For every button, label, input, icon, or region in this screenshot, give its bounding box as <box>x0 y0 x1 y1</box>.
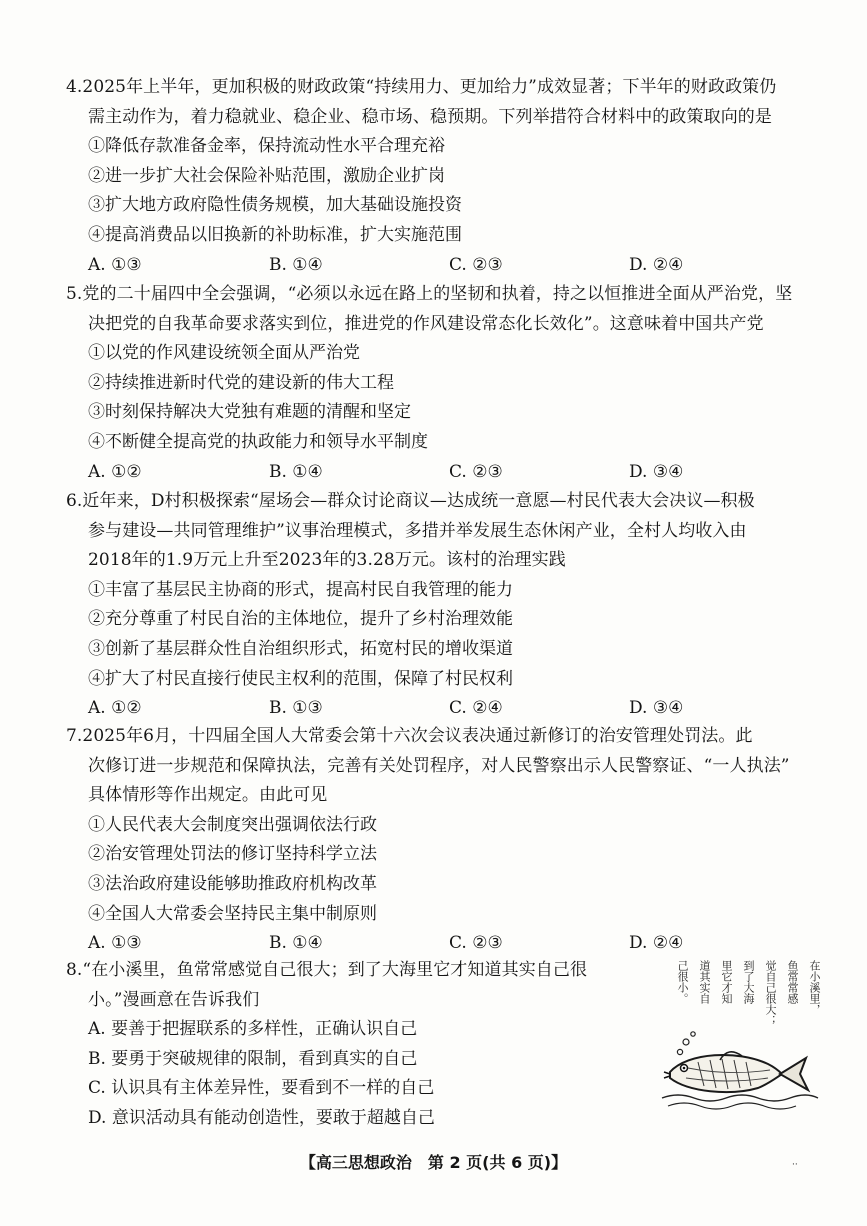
question-stem <box>66 73 826 132</box>
stem-line: 8.“在小溪里，鱼常常感觉自己很大；到了大海里它才知道其实自己很 <box>66 960 588 980</box>
stem-line: 6.近年来，D村积极探索“屋场会—群众讨论商议—达成统一意愿—村民代表大会决议—积极 <box>66 491 755 511</box>
stem-line: 小。”漫画意在告诉我们 <box>88 989 260 1010</box>
stem-line: 需主动作为，着力稳就业、稳企业、稳市场、稳预期。下列举措符合材料中的政策取向的是 <box>88 106 772 127</box>
statement-option: ②进一步扩大社会保险补贴范围，激励企业扩岗 <box>88 165 445 186</box>
stem-line: 5.党的二十届四中全会强调，“必须以永远在路上的坚韧和执着，持之以恒推进全面从严治党，坚 <box>66 284 793 304</box>
fish-tail-icon <box>780 1058 808 1090</box>
question-8 <box>66 956 646 1134</box>
statement-option: ①人民代表大会制度突出强调依法行政 <box>88 814 377 835</box>
stem-line: 参与建设—共同管理维护”议事治理模式，多措并举发展生态休闲产业，全村人均收入由 <box>88 520 747 541</box>
answer-choice-a: A. 要善于把握联系的多样性，正确认识自己 <box>88 1019 418 1040</box>
answer-choice-a: A. ①③ <box>88 254 142 275</box>
question-5 <box>66 280 826 487</box>
answer-choice-a: A. ①③ <box>88 933 142 954</box>
statement-option: ①以党的作风建设统领全面从严治党 <box>88 343 360 364</box>
statement-option: ②治安管理处罚法的修订坚持科学立法 <box>88 844 377 865</box>
fish-comic <box>658 960 823 1110</box>
answer-choice-b: B. ①④ <box>269 254 323 275</box>
answer-choice-c: C. ②④ <box>449 698 503 719</box>
statement-option: ②持续推进新时代党的建设新的伟大工程 <box>88 372 394 393</box>
statement-option: ③法治政府建设能够助推政府机构改革 <box>88 873 377 894</box>
statement-option: ③扩大地方政府隐性债务规模，加大基础设施投资 <box>88 195 462 216</box>
water-wave-icon <box>662 1095 818 1101</box>
statement-option: ④不断健全提高党的执政能力和领导水平制度 <box>88 431 428 452</box>
question-6 <box>66 487 826 724</box>
answer-choice-d: D. ②④ <box>629 254 684 275</box>
comic-caption-column: 己很小。 <box>676 960 689 1004</box>
question-stem <box>66 956 646 1015</box>
answer-choice-b: B. ①④ <box>269 933 323 954</box>
answer-choice-b: B. ①④ <box>269 461 323 482</box>
answer-choice-b: B. 要勇于突破规律的限制，看到真实的自己 <box>88 1048 418 1069</box>
comic-caption-column: 在小溪里， <box>808 960 821 1015</box>
stem-line: 2018年的1.9万元上升至2023年的3.28万元。该村的治理实践 <box>88 550 566 571</box>
statement-option: ①丰富了基层民主协商的形式，提高村民自我管理的能力 <box>88 579 513 600</box>
question-7 <box>66 722 826 959</box>
question-stem <box>66 722 826 811</box>
comic-caption-column: 到了大海 <box>742 960 755 1004</box>
page-footer: 【高三思想政治 第 2 页(共 6 页)】 <box>299 1153 568 1172</box>
statement-option: ③时刻保持解决大党独有难题的清醒和坚定 <box>88 402 411 423</box>
answer-choices <box>66 694 826 724</box>
answer-choice-d: D. ③④ <box>629 461 684 482</box>
statement-option: ③创新了基层群众性自治组织形式，拓宽村民的增收渠道 <box>88 638 513 659</box>
answer-choice-c: C. ②③ <box>449 933 503 954</box>
answer-choice-c: C. 认识具有主体差异性，要看到不一样的自己 <box>88 1078 435 1099</box>
bubble-icon <box>683 1039 689 1045</box>
stem-line: 具体情形等作出规定。由此可见 <box>88 785 328 806</box>
answer-choice-d: D. ③④ <box>629 698 684 719</box>
stem-line: 7.2025年6月，十四届全国人大常委会第十六次会议表决通过新修订的治安管理处罚法。此 <box>66 726 753 746</box>
answer-choices <box>66 251 826 281</box>
corner-mark: ·· <box>792 1160 798 1170</box>
answer-choice-c: C. ②③ <box>449 461 503 482</box>
answer-choice-c: C. ②③ <box>449 254 503 275</box>
answer-choice-a: A. ①② <box>88 698 142 719</box>
answer-choices <box>66 929 826 959</box>
bubble-icon <box>677 1049 682 1054</box>
statement-option: ①降低存款准备金率，保持流动性水平合理充裕 <box>88 136 445 157</box>
question-stem <box>66 487 826 576</box>
answer-choice-d: D. 意识活动具有能动创造性，要敢于超越自己 <box>88 1107 435 1128</box>
stem-line: 次修订进一步规范和保障执法，完善有关处罚程序，对人民警察出示人民警察证、“一人执法” <box>88 755 790 776</box>
answer-choice-b: B. ①③ <box>269 698 323 719</box>
comic-caption-column: 觉自己很大； <box>764 960 777 1026</box>
fish-body-icon <box>670 1055 782 1092</box>
answer-choices <box>66 458 826 488</box>
statement-option: ②充分尊重了村民自治的主体地位，提升了乡村治理效能 <box>88 609 513 630</box>
stem-line: 4.2025年上半年，更加积极的财政政策“持续用力、更加给力”成效显著；下半年的财政政策仍 <box>66 77 777 97</box>
bubble-icon <box>691 1032 695 1036</box>
statement-option: ④扩大了村民直接行使民主权利的范围，保障了村民权利 <box>88 668 513 689</box>
stem-line: 决把党的自我革命要求落实到位，推进党的作风建设常态化长效化”。这意味着中国共产党 <box>88 313 764 334</box>
comic-caption-column: 鱼常常感 <box>786 960 799 1004</box>
answer-choice-a: A. ①② <box>88 461 142 482</box>
answer-choice-d: D. ②④ <box>629 933 684 954</box>
statement-option: ④提高消费品以旧换新的补助标准，扩大实施范围 <box>88 224 462 245</box>
comic-caption-column: 里它才知 <box>720 960 733 1004</box>
question-4 <box>66 73 826 280</box>
question-stem <box>66 280 826 339</box>
fish-drawing <box>658 960 823 1110</box>
statement-option: ④全国人大常委会坚持民主集中制原则 <box>88 903 377 924</box>
comic-caption-column: 道其实自 <box>698 960 711 1004</box>
